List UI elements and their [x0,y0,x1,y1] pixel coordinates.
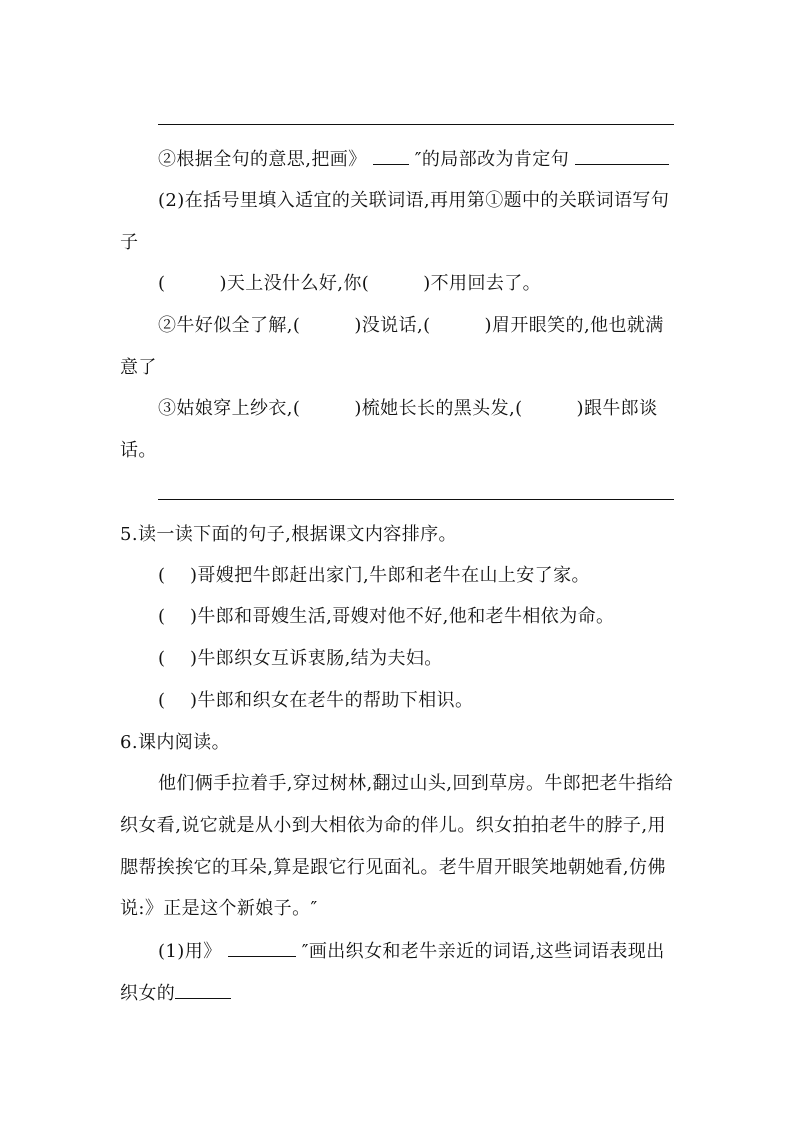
text: ③姑娘穿上纱衣,( [158,398,301,419]
question-5-title: 5.读一读下面的句子,根据课文内容排序。 [120,524,457,545]
text: )跟牛郎谈 [576,398,658,419]
text: )没说话,( [354,315,431,336]
text: )梳她长长的黑头发,( [354,398,523,419]
fill-blank[interactable] [228,939,296,957]
order-item-3[interactable]: ( )牛郎织女互诉衷肠,结为夫妇。 [158,648,443,669]
fill-sentence-3 [158,397,658,421]
fill-sentence-1 [158,272,541,296]
answer-line-bottom [158,499,674,500]
passage-line-3: 腮帮挨挨它的耳朵,算是跟它行见面礼。老牛眉开眼笑地朝她看,仿佛 [120,857,666,878]
question-6-1-continued [120,981,231,1006]
text: ②牛好似全了解,( [158,315,301,336]
fill-sentence-3-continued: 话。 [120,440,157,461]
text: (1)用》 [158,941,222,962]
order-item-4[interactable]: ( )牛郎和织女在老牛的帮助下相识。 [158,690,474,711]
order-item-1[interactable]: ( )哥嫂把牛郎赶出家门,牛郎和老牛在山上安了家。 [158,565,590,586]
text: 织女的 [120,983,176,1004]
text: )不用回去了。 [423,273,542,294]
passage-line-2: 织女看,说它就是从小到大相依为命的伴儿。织女拍拍老牛的脖子,用 [120,815,666,836]
text: ②根据全句的意思,把画》 [158,149,367,170]
question-6-title: 6.课内阅读。 [120,732,230,753]
fill-blank[interactable] [175,981,231,999]
fill-sentence-2 [158,314,664,338]
order-item-2[interactable]: ( )牛郎和哥嫂生活,哥嫂对他不好,他和老牛相依为命。 [158,606,615,627]
text: )眉开眼笑的,他也就满 [484,315,664,336]
fill-blank[interactable] [575,147,669,165]
text: ″画出织女和老牛亲近的词语,这些词语表现出 [301,941,665,962]
answer-line-top [158,124,674,125]
text: ( [158,273,166,294]
fill-sentence-2-continued: 意了 [120,357,157,378]
question-continued: 子 [120,232,139,253]
question-6-1 [158,939,665,964]
question-heading: (2)在括号里填入适宜的关联词语,再用第①题中的关联词语写句 [158,190,670,211]
passage-line-4: 说:》正是这个新娘子。″ [120,898,318,919]
fill-blank[interactable] [373,147,409,165]
text: ″的局部改为肯定句 [414,149,570,170]
passage-line-1: 他们俩手拉着手,穿过树林,翻过山头,回到草房。牛郎把老牛指给 [158,773,674,794]
text: )天上没什么好,你( [219,273,370,294]
question-line [158,147,669,172]
